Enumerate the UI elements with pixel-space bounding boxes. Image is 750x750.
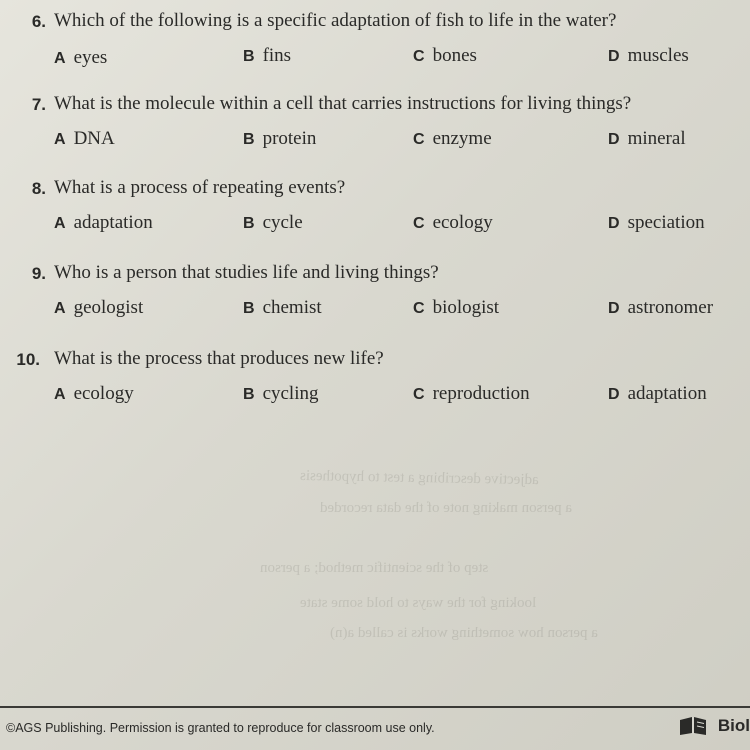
choice-letter: A bbox=[54, 50, 66, 67]
book-title-text: Biol bbox=[717, 716, 750, 735]
choice-letter: A bbox=[54, 131, 66, 148]
choice-text: adaptation bbox=[73, 212, 153, 233]
choice-text: ecology bbox=[73, 383, 134, 404]
choice-c[interactable] bbox=[413, 297, 499, 319]
choice-d[interactable] bbox=[608, 297, 713, 319]
question-text: Which of the following is a specific adaptation of fish to life in the water? bbox=[54, 10, 617, 31]
choice-b[interactable] bbox=[243, 45, 291, 67]
choice-a[interactable] bbox=[54, 47, 107, 69]
choice-text: eyes bbox=[73, 47, 108, 68]
choice-letter: B bbox=[243, 386, 255, 403]
choice-text: enzyme bbox=[432, 128, 492, 149]
choice-text: astronomer bbox=[627, 297, 714, 318]
choice-letter: C bbox=[413, 48, 425, 65]
choice-b[interactable] bbox=[243, 128, 316, 150]
question-9 bbox=[0, 262, 750, 332]
choice-letter: D bbox=[608, 300, 620, 317]
choice-b[interactable] bbox=[243, 212, 303, 234]
question-number: 10. bbox=[16, 350, 40, 369]
choice-text: geologist bbox=[73, 297, 144, 318]
question-6 bbox=[0, 10, 750, 80]
question-text: What is a process of repeating events? bbox=[54, 177, 346, 198]
choice-text: chemist bbox=[262, 297, 322, 318]
choice-letter: C bbox=[413, 215, 425, 232]
choice-text: cycling bbox=[262, 383, 319, 404]
choice-text: adaptation bbox=[627, 383, 707, 404]
bleed-through-text: looking for the ways to hold some state bbox=[300, 595, 537, 611]
choice-a[interactable] bbox=[54, 297, 143, 319]
choice-letter: B bbox=[243, 48, 255, 65]
choice-text: reproduction bbox=[432, 383, 530, 404]
choice-d[interactable] bbox=[608, 383, 707, 405]
choice-a[interactable] bbox=[54, 128, 115, 150]
bleed-through-text: adjective describing a test to hypothesis bbox=[299, 467, 539, 489]
choice-letter: B bbox=[243, 215, 255, 232]
bleed-through-text: a person making note of the data recorded bbox=[320, 500, 572, 516]
choice-c[interactable] bbox=[413, 45, 477, 67]
choice-text: speciation bbox=[627, 212, 705, 233]
question-number: 6. bbox=[31, 12, 46, 31]
choice-a[interactable] bbox=[54, 383, 134, 405]
choice-letter: C bbox=[413, 300, 425, 317]
choice-text: fins bbox=[262, 45, 292, 66]
bleed-through-text: a person how something works is called a(n) bbox=[330, 625, 598, 641]
question-number: 9. bbox=[31, 264, 46, 283]
choice-text: DNA bbox=[73, 128, 115, 149]
book-title bbox=[678, 716, 750, 736]
choice-text: bones bbox=[432, 45, 477, 66]
choice-letter: A bbox=[54, 300, 66, 317]
footer-divider bbox=[0, 706, 750, 708]
choice-c[interactable] bbox=[413, 128, 492, 150]
choice-a[interactable] bbox=[54, 212, 153, 234]
question-text: What is the molecule within a cell that carries instructions for living things? bbox=[54, 93, 632, 114]
choice-b[interactable] bbox=[243, 383, 319, 405]
bleed-through-text: step of the scientific method; a person bbox=[260, 560, 489, 576]
choice-letter: D bbox=[608, 215, 620, 232]
question-10 bbox=[0, 348, 750, 418]
choice-letter: C bbox=[413, 131, 425, 148]
choice-text: biologist bbox=[432, 297, 500, 318]
choice-letter: D bbox=[608, 386, 620, 403]
choice-letter: D bbox=[608, 131, 620, 148]
choice-letter: C bbox=[413, 386, 425, 403]
choice-c[interactable] bbox=[413, 383, 530, 405]
book-icon bbox=[678, 716, 708, 736]
choice-letter: A bbox=[54, 386, 66, 403]
choice-c[interactable] bbox=[413, 212, 493, 234]
choice-text: mineral bbox=[627, 128, 686, 149]
choice-letter: B bbox=[243, 131, 255, 148]
question-8 bbox=[0, 177, 750, 247]
choice-text: muscles bbox=[627, 45, 689, 66]
choice-b[interactable] bbox=[243, 297, 322, 319]
question-number: 7. bbox=[31, 95, 46, 114]
choice-letter: D bbox=[608, 48, 620, 65]
choice-d[interactable] bbox=[608, 128, 686, 150]
choice-letter: A bbox=[54, 215, 66, 232]
choice-d[interactable] bbox=[608, 45, 689, 67]
question-number: 8. bbox=[31, 179, 46, 198]
choice-letter: B bbox=[243, 300, 255, 317]
choice-text: ecology bbox=[432, 212, 493, 233]
question-text: Who is a person that studies life and living things? bbox=[54, 262, 439, 283]
choice-text: protein bbox=[262, 128, 317, 149]
question-7 bbox=[0, 93, 750, 163]
question-text: What is the process that produces new life? bbox=[54, 348, 384, 369]
choice-text: cycle bbox=[262, 212, 303, 233]
choice-d[interactable] bbox=[608, 212, 705, 234]
copyright-notice: ©AGS Publishing. Permission is granted to reproduce for classroom use only. bbox=[6, 721, 435, 735]
